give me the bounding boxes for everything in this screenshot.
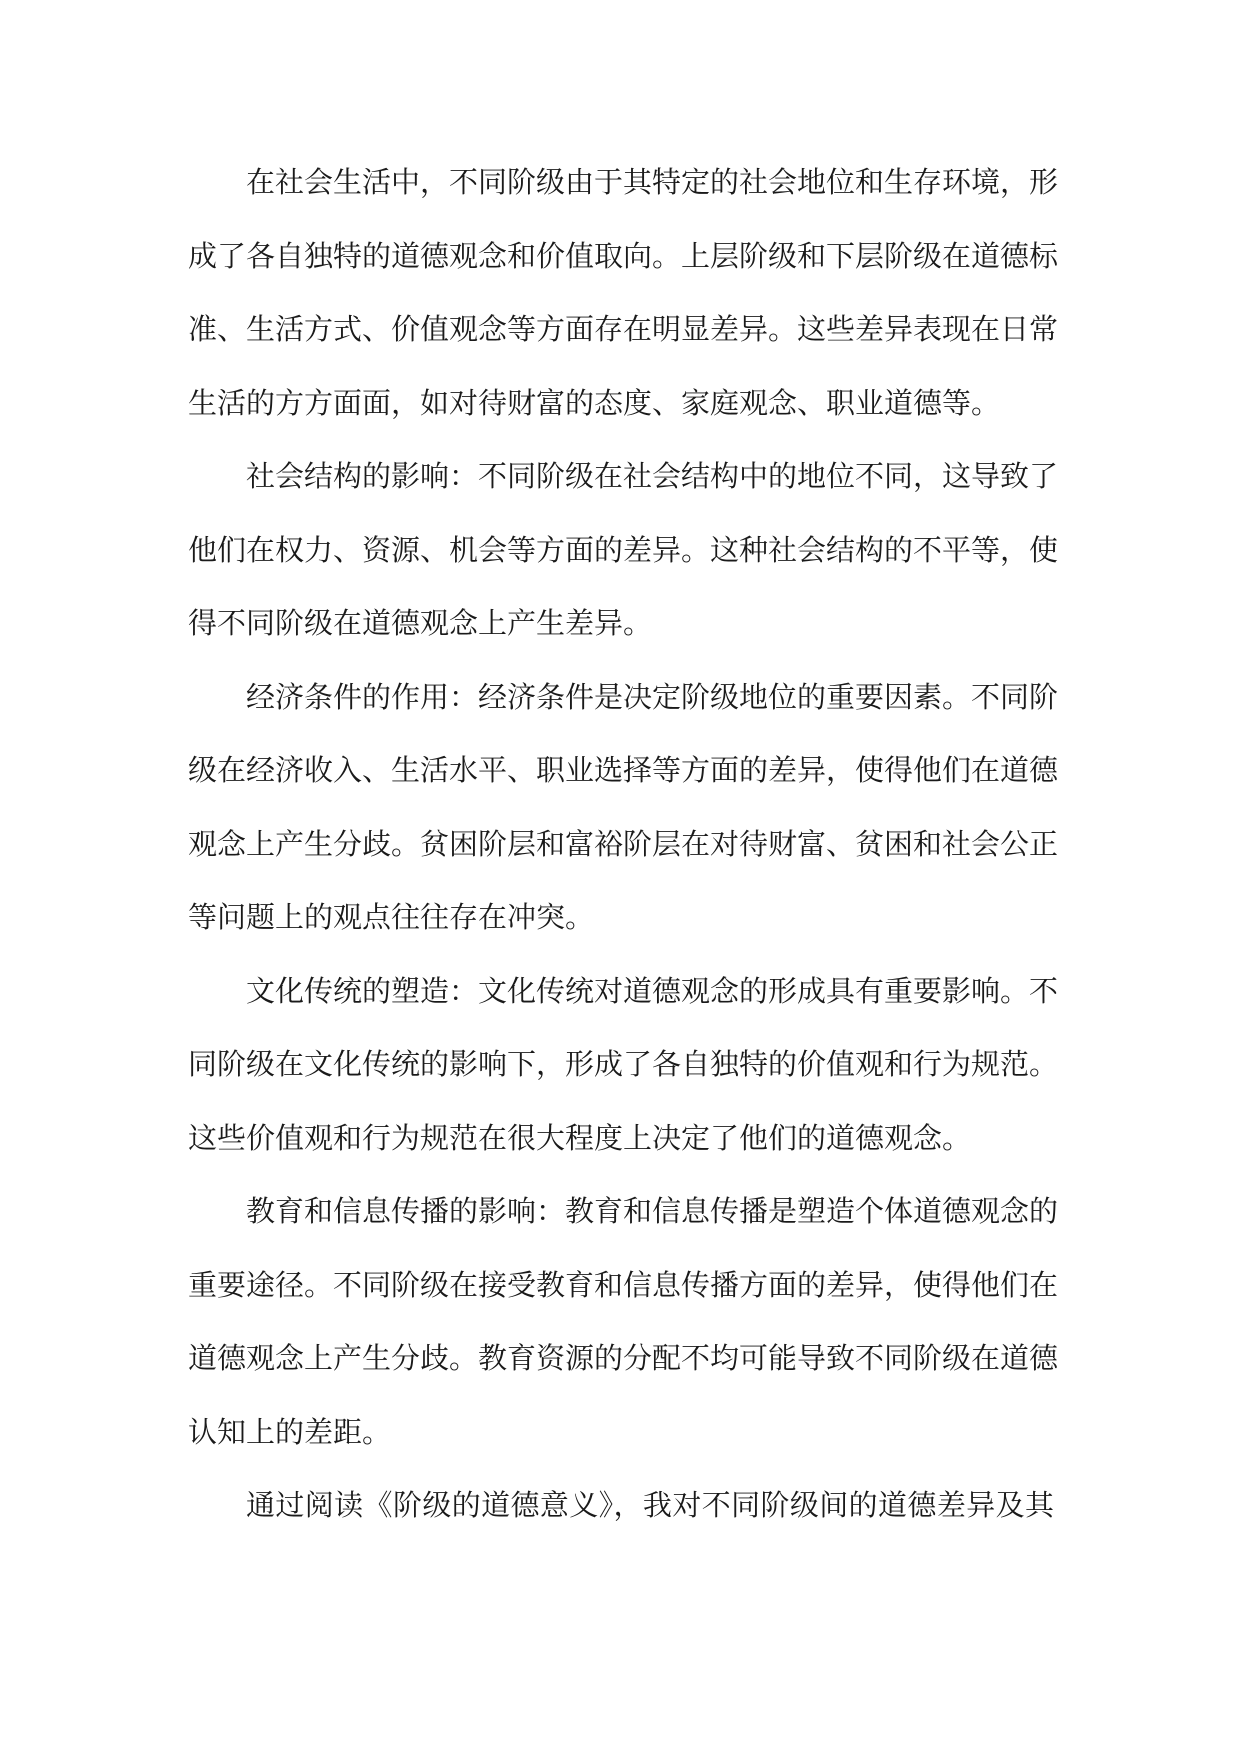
text-line-7: 得不同阶级在道德观念上产生差异。 [188, 606, 653, 640]
text-line-15: 教育和信息传播的影响：教育和信息传播是塑造个体道德观念的 [246, 1194, 1059, 1228]
text-line-6: 他们在权力、资源、机会等方面的差异。这种社会结构的不平等，使 [188, 532, 1059, 567]
text-line-14: 这些价值观和行为规范在很大程度上决定了他们的道德观念。 [188, 1120, 972, 1155]
text-line-18: 认知上的差距。 [188, 1414, 392, 1449]
text-line-9: 级在经济收入、生活水平、职业选择等方面的差异，使得他们在道德 [188, 753, 1059, 787]
text-line-17: 道德观念上产生分歧。教育资源的分配不均可能导致不同阶级在道德 [188, 1341, 1059, 1375]
text-line-1: 在社会生活中，不同阶级由于其特定的社会地位和生存环境，形 [246, 165, 1059, 199]
text-line-19: 通过阅读《阶级的道德意义》，我对不同阶级间的道德差异及其 [246, 1488, 1054, 1522]
text-line-5: 社会结构的影响：不同阶级在社会结构中的地位不同，这导致了 [246, 459, 1059, 493]
text-line-16: 重要途径。不同阶级在接受教育和信息传播方面的差异，使得他们在 [188, 1267, 1059, 1302]
text-line-2: 成了各自独特的道德观念和价值取向。上层阶级和下层阶级在道德标 [188, 238, 1059, 273]
text-line-10: 观念上产生分歧。贫困阶层和富裕阶层在对待财富、贫困和社会公正 [188, 826, 1059, 861]
text-line-8: 经济条件的作用：经济条件是决定阶级地位的重要因素。不同阶 [246, 679, 1059, 714]
text-line-12: 文化传统的塑造：文化传统对道德观念的形成具有重要影响。不 [246, 973, 1059, 1008]
text-line-13: 同阶级在文化传统的影响下，形成了各自独特的价值观和行为规范。 [188, 1047, 1059, 1081]
body-text [188, 146, 1059, 1543]
text-line-3: 准、生活方式、价值观念等方面存在明显差异。这些差异表现在日常 [188, 312, 1059, 346]
text-line-11: 等问题上的观点往往存在冲突。 [188, 900, 595, 934]
text-line-4: 生活的方方面面，如对待财富的态度、家庭观念、职业道德等。 [188, 385, 1001, 420]
